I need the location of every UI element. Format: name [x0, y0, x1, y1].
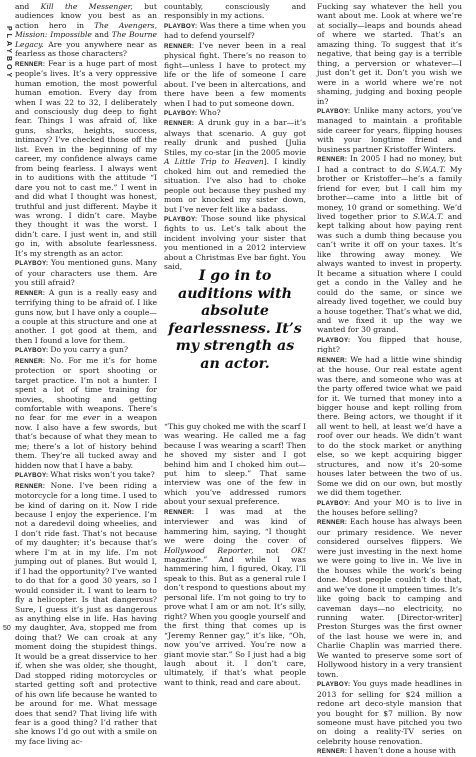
column-3-paragraph: RENNER: I haven’t done a house with [317, 746, 456, 756]
column-2-paragraph: RENNER: A drunk guy in a bar—it’s always that scenario. A guy got really drunk and pushed [Julia Stiles, my co-star [in the 2005 movie A Little Trip to Heaven]. I kindly choked him out and remedied the situation. I’ve also had to choke people out because they pushed my mom or knocked my sister down, but I’ve never felt like a badass. [164, 118, 306, 214]
article-column-2-bottom [164, 422, 306, 688]
pull-quote: I go in to auditions with absolute fearlessness. It’s my strength as an actor. [168, 268, 302, 372]
column-2-paragraph: PLAYBOY: Was there a time when you had to defend yourself? [164, 20, 306, 41]
speaker-label: RENNER: [317, 356, 351, 364]
column-1-paragraph: RENNER: None. I’ve been riding a motorcycle for a long time. I used to be kind of daring on it. Now I ride because I enjoy the experience. I’m not a daredevil doing wheelies, and I don’t ride fast. That’s not because of my daughter; it’s because that’s where I’m at in my life. I’m not jumping out of planes. But would I, if I had the opportunity? I’ve wanted to do that for a good 30 years, so I would consider it. I want to learn to fly a helicopter. Is that dangerous? Sure, I guess it’s just as dangerous as anything else in life. Has having my daughter, Ava, stopped me from doing that? We can croak at any moment doing the stupidest things. It would be a great disservice to her if, when she was older, she thought, Dad stopped riding motorcycles or started getting soft and protective of his own life because he wanted to be around for me. What message does that send? That living life with fear is a good thing? I’d rather that she knows I’d go out with a smile on my face living ac- [15, 480, 157, 746]
column-1-paragraph: RENNER: Fear is a huge part of most people’s lives. It’s a very oppressive human emotion, the most powerful human emotion. Every day from when I was 22 to 32, I deliberately and consciously dug deep to fight fear. Things I was afraid of, like guns, sharks, heights, success, intimacy? I’ve checked those off the list. Even in the beginning of my career, my confidence always came from being fearless. I always went in to auditions with the attitude “I dare you not to cast me.” I went in and did what I thought was honest, truthful and just different. Maybe it was wrong. I didn’t care. Maybe they thought it was the worst. I didn’t care. I just went in, and still go in, with absolute fearlessness. It’s my strength as an actor. [15, 58, 158, 258]
speaker-label: RENNER: [15, 60, 49, 68]
speaker-label: PLAYBOY: [15, 347, 51, 355]
column-3-paragraph: Fucking say whatever the hell you want about me. Look at where we’re at socially—leaps and bounds ahead of where we started. That’s an amazing thing. To suggest that it’s negative, that being gay is a terrible thing, a perversion or whatever—I just don’t get it. Don’t you wish we were in a world where we’re not shaming, judging and boxing people in? [317, 2, 462, 106]
speaker-label: RENNER: [164, 508, 206, 516]
column-2-paragraph: RENNER: I was mad at the interviewer and was kind of hammering him, saying, “I thought we were doing the cover of Hollywood Reporter, not OK! magazine.” And while I was hammering him, I figured, Okay, I’ll speak to this. But as a general rule I don’t respond to questions about my personal life. I’m not going to try to prove what I am or am not. It’s silly, right? When you google yourself and the first thing that comes up is “Jeremy Renner gay,” it’s like, “Oh, now you’ve arrived. You’re now a giant movie star.” So I just had a big laugh about it. I don’t care, ultimately, if that’s what people want to think, read and care about. [164, 506, 307, 687]
column-3-paragraph: PLAYBOY: You flipped that house, right? [317, 334, 462, 355]
speaker-label: RENNER: [317, 748, 350, 756]
column-3-paragraph: PLAYBOY: You guys made headlines in 2013 for selling for $24 million a redone art deco-style mansion that you bought for $7 million. By now someone must have pitched you two on doing a reality-TV series on celebrity house renovation. [317, 679, 462, 746]
column-1-paragraph: PLAYBOY: What risks won’t you take? [15, 470, 155, 480]
column-3-paragraph: PLAYBOY: And your MO is to live in the houses before selling? [317, 497, 462, 518]
column-1-paragraph: PLAYBOY: Do you carry a gun? [15, 345, 129, 355]
column-2-paragraph: “This guy choked me with the scarf I was wearing. He called me a fag because I was wearing a scarf! Then he shoved my sister and I got behind him and I choked him out—put him to sleep.” That same interview was one of the few in which you’ve addressed rumors about your sexual preference. [164, 421, 306, 507]
speaker-label: PLAYBOY: [317, 107, 354, 115]
speaker-label: RENNER: [317, 156, 350, 164]
speaker-label: PLAYBOY: [164, 22, 200, 30]
speaker-label: RENNER: [15, 357, 50, 365]
column-3-paragraph: RENNER: In 2005 I had no money, but I had a contract to do S.W.A.T. My brother or Kristoffer—he’s a family friend for ever, but I call him my brother—came into a little bit of money, 10 grand or something. We’d lived together prior to S.W.A.T. and kept talking about how paying rent was such a dumb thing because you can’t write it off on your taxes. It’s like throwing away money. We always wanted to invest in property. It became a situation where I could get a condo in the Valley and he could do the same, or since we already lived together, we could buy a house together. That’s what we did, and we fixed it up the way we wanted for 30 grand. [317, 154, 462, 335]
speaker-label: PLAYBOY: [15, 260, 51, 268]
speaker-label: PLAYBOY: [164, 215, 202, 223]
speaker-label: PLAYBOY: [317, 499, 355, 507]
column-3-paragraph: PLAYBOY: Unlike many actors, you’ve managed to maintain a profitable side career for years, flipping houses with your longtime friend and business partner Kristoffer Winters. [317, 105, 462, 154]
speaker-label: RENNER: [15, 289, 49, 297]
speaker-label: PLAYBOY: [164, 109, 200, 117]
column-3-paragraph: RENNER: We had a little wine shindig at the house. Our real estate agent was there, and someone who was at the party offered twice what we paid for it. We turned that money into a bigger house and kept rolling from there. Being actors, we thought if it all went to hell, at least we’d have a roof over our heads. We didn’t want to do the stock market or anything else, so we kept acquiring bigger structures, and now it’s 20-some houses later between the two of us. Some we did on our own, but mostly we did them together. [317, 354, 463, 498]
column-2-paragraph: countably, consciously and responsibly in my actions. [164, 2, 306, 21]
column-1-paragraph: and Kill the Messenger, but audiences know you best as an action hero in The Avengers, Mission: Impossible and The Bourne Legacy. Are you anywhere near as fearless as those characters? [15, 2, 158, 59]
magazine-brand: PLAYBOY [5, 26, 12, 81]
column-1-paragraph: RENNER: No. For me it’s for home protection or sport shooting or target practice. I’m not a hunter. I spent a lot of time training for movies, shooting and getting comfortable with weapons. There’s no fear for me ever in a weapon now. I also have a few swords, but that’s because of what they mean to me; there’s a lot of history behind them. They’re all tucked away and hidden now that I have a baby. [15, 355, 157, 470]
column-3-paragraph: RENNER: Each house has always been our primary residence. We never considered ourselves flippers. We were just investing in the next home we were going to live in. We live in the houses while the work’s being done. Most people couldn’t do that, and we’ve done it umpteen times. It’s like going back to camping and caveman days—no electricity, no running water. [Director-writer] Preston Sturges was the first owner of the last house we were in, and Charlie Chaplin was married there. We wanted to preserve some sort of Hollywood history in a very transient town. [317, 517, 463, 679]
speaker-label: PLAYBOY: [317, 336, 358, 344]
speaker-label: PLAYBOY: [317, 681, 353, 689]
speaker-label: RENNER: [15, 482, 51, 490]
column-2-paragraph: RENNER: I’ve never been in a real physical fight. There’s no reason to fight—unless I have to protect my life or the life of someone I care about. I’ve been in altercations, and there have been a few moments when I had to put someone down. [164, 40, 306, 108]
column-2-paragraph: PLAYBOY: Those sound like physical fights to us. Let’s talk about the incident involving your sister that you mentioned in a 2012 interview about a Christmas Eve bar fight. You said, [164, 213, 306, 272]
column-1-paragraph: RENNER: A gun is a really easy and terrifying thing to be afraid of. I like guns now, but I have only a couple—a couple at this structure and one at another. I got good at them, and then I found a love for them. [15, 287, 157, 345]
article-column-1 [15, 2, 158, 746]
speaker-label: PLAYBOY: [15, 472, 51, 480]
column-1-paragraph: PLAYBOY: You mentioned guns. Many of your characters use them. Are you still afraid? [15, 258, 157, 288]
article-column-2-top [164, 2, 306, 272]
column-2-paragraph: PLAYBOY: Who? [164, 107, 221, 117]
article-column-3 [317, 2, 463, 756]
speaker-label: RENNER: [164, 120, 199, 128]
speaker-label: RENNER: [164, 42, 199, 50]
page-number: 50 [3, 625, 11, 632]
speaker-label: RENNER: [317, 519, 350, 527]
